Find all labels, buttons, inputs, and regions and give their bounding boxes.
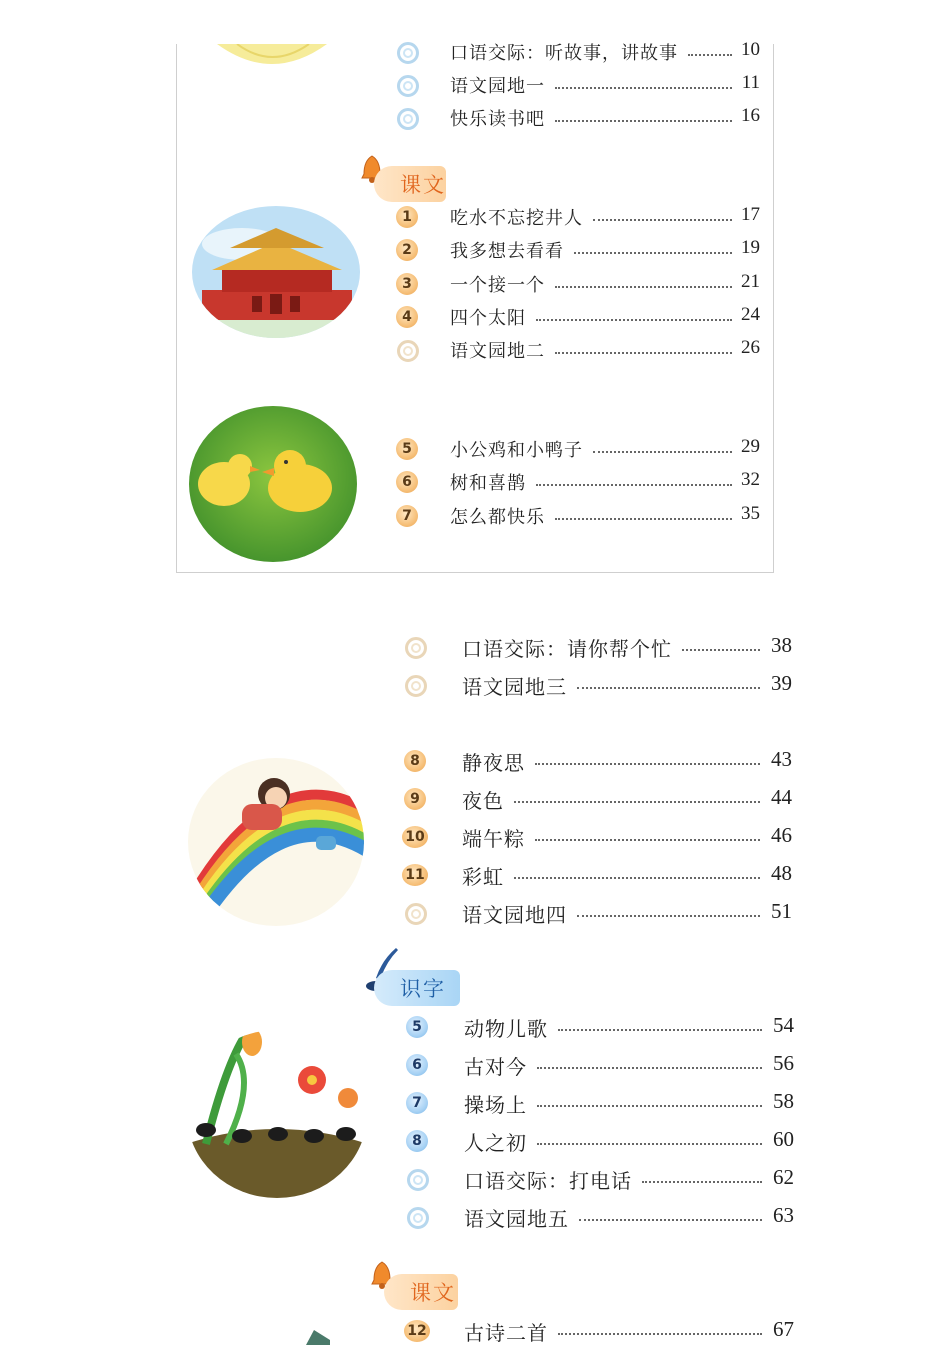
section-tab-label: 课文 [410, 1281, 456, 1305]
toc-entry-title[interactable]: 语文园地三 [462, 675, 567, 699]
dot-leader [555, 352, 732, 354]
toc-page-number: 17 [741, 204, 760, 226]
lesson-number-badge: 4 [396, 306, 418, 328]
toc-page-number: 29 [741, 436, 760, 458]
toc-entry-title[interactable]: 一个接一个 [450, 275, 545, 297]
dot-leader [514, 801, 760, 803]
lesson-number-badge: 6 [396, 471, 418, 493]
sun-illustration [217, 44, 327, 68]
section-tab-label: 课文 [400, 173, 446, 197]
lesson-number-badge: 7 [396, 505, 418, 527]
toc-page-number: 43 [771, 747, 792, 771]
toc-entry-title[interactable]: 语文园地一 [450, 76, 545, 98]
dot-leader [537, 1067, 762, 1069]
dot-leader [574, 252, 732, 254]
partial-illustration [300, 1328, 340, 1345]
toc-entry-title[interactable]: 彩虹 [462, 865, 504, 889]
lesson-number-badge: 10 [402, 826, 428, 848]
lesson-number-badge: 11 [402, 864, 428, 886]
dot-leader [593, 219, 732, 221]
toc-entry-title[interactable]: 小公鸡和小鸭子 [450, 440, 583, 462]
section-tab-kewen-top [374, 166, 446, 202]
lesson-number-badge: 6 [406, 1054, 428, 1076]
toc-page-number: 26 [741, 337, 760, 359]
dot-leader [535, 839, 760, 841]
toc-page-number: 48 [771, 861, 792, 885]
dot-leader [555, 518, 732, 520]
section-tab-label: 识字 [400, 977, 446, 1001]
toc-entry-title[interactable]: 怎么都快乐 [450, 507, 545, 529]
toc-page-number: 62 [773, 1165, 794, 1189]
toc-entry-title[interactable]: 语文园地二 [450, 341, 545, 363]
lesson-number-badge: 8 [406, 1130, 428, 1152]
lesson-number-badge: 5 [396, 438, 418, 460]
dot-leader [577, 687, 760, 689]
toc-page-number: 46 [771, 823, 792, 847]
toc-entry-title[interactable]: 端午粽 [462, 827, 525, 851]
dot-leader [642, 1181, 762, 1183]
dot-leader [682, 649, 760, 651]
toc-page-number: 10 [741, 39, 760, 61]
ants-flowers-illustration [186, 1024, 368, 1200]
lesson-number-badge: 8 [404, 750, 426, 772]
lesson-number-badge: 2 [396, 239, 418, 261]
toc-entry-title[interactable]: 操场上 [464, 1093, 527, 1117]
lesson-number-badge: 5 [406, 1016, 428, 1038]
toc-page-number: 67 [773, 1317, 794, 1341]
toc-page-number: 44 [771, 785, 792, 809]
ring-bullet-icon [405, 637, 427, 659]
ring-bullet-icon [405, 675, 427, 697]
toc-page-number: 24 [741, 304, 760, 326]
toc-page-number: 21 [741, 271, 760, 293]
toc-entry-title[interactable]: 口语交际：打电话 [464, 1169, 632, 1193]
toc-entry-title[interactable]: 树和喜鹊 [450, 473, 526, 495]
toc-page-number: 38 [771, 633, 792, 657]
dot-leader [537, 1143, 762, 1145]
toc-page-number: 11 [741, 72, 760, 94]
toc-page-number: 39 [771, 671, 792, 695]
ring-bullet-icon [397, 75, 419, 97]
toc-entry-title[interactable]: 古诗二首 [464, 1321, 548, 1345]
toc-entry-title[interactable]: 口语交际：请你帮个忙 [462, 637, 672, 661]
chicks-illustration [188, 404, 358, 564]
lesson-number-badge: 9 [404, 788, 426, 810]
dot-leader [593, 451, 732, 453]
toc-entry-title[interactable]: 吃水不忘挖井人 [450, 208, 583, 230]
ring-bullet-icon [407, 1207, 429, 1229]
toc-entry-title[interactable]: 人之初 [464, 1131, 527, 1155]
toc-entry-title[interactable]: 语文园地四 [462, 903, 567, 927]
lesson-number-badge: 7 [406, 1092, 428, 1114]
toc-entry-title[interactable]: 快乐读书吧 [450, 109, 545, 131]
toc-page-number: 51 [771, 899, 792, 923]
ring-bullet-icon [397, 42, 419, 64]
dot-leader [558, 1029, 762, 1031]
toc-entry-title[interactable]: 古对今 [464, 1055, 527, 1079]
ring-bullet-icon [407, 1169, 429, 1191]
girl-rainbow-illustration [186, 756, 366, 926]
dot-leader [536, 319, 732, 321]
toc-page-number: 58 [773, 1089, 794, 1113]
dot-leader [579, 1219, 762, 1221]
toc-page-number: 16 [741, 105, 760, 127]
toc-page-number: 54 [773, 1013, 794, 1037]
toc-page-number: 63 [773, 1203, 794, 1227]
toc-entry-title[interactable]: 语文园地五 [464, 1207, 569, 1231]
ring-bullet-icon [397, 340, 419, 362]
ring-bullet-icon [397, 108, 419, 130]
toc-entry-title[interactable]: 静夜思 [462, 751, 525, 775]
toc-entry-title[interactable]: 夜色 [462, 789, 504, 813]
ring-bullet-icon [405, 903, 427, 925]
dot-leader [536, 484, 732, 486]
dot-leader [688, 54, 732, 56]
toc-page-number: 60 [773, 1127, 794, 1151]
dot-leader [577, 915, 760, 917]
toc-page-number: 56 [773, 1051, 794, 1075]
toc-page-number: 32 [741, 469, 760, 491]
toc-entry-title[interactable]: 动物儿歌 [464, 1017, 548, 1041]
dot-leader [514, 877, 760, 879]
dot-leader [555, 87, 732, 89]
section-tab-kewen-bottom [384, 1274, 458, 1310]
toc-page-number: 19 [741, 237, 760, 259]
lesson-number-badge: 1 [396, 206, 418, 228]
toc-entry-title[interactable]: 四个太阳 [450, 308, 526, 330]
dot-leader [537, 1105, 762, 1107]
lesson-number-badge: 12 [404, 1320, 430, 1342]
toc-entry-title[interactable]: 口语交际：听故事，讲故事 [450, 43, 678, 65]
lesson-number-badge: 3 [396, 273, 418, 295]
tiananmen-illustration [192, 204, 360, 340]
dot-leader [555, 120, 732, 122]
dot-leader [558, 1333, 762, 1335]
dot-leader [535, 763, 760, 765]
section-tab-shizi [374, 970, 460, 1006]
dot-leader [555, 286, 732, 288]
toc-entry-title[interactable]: 我多想去看看 [450, 241, 564, 263]
toc-page-number: 35 [741, 503, 760, 525]
